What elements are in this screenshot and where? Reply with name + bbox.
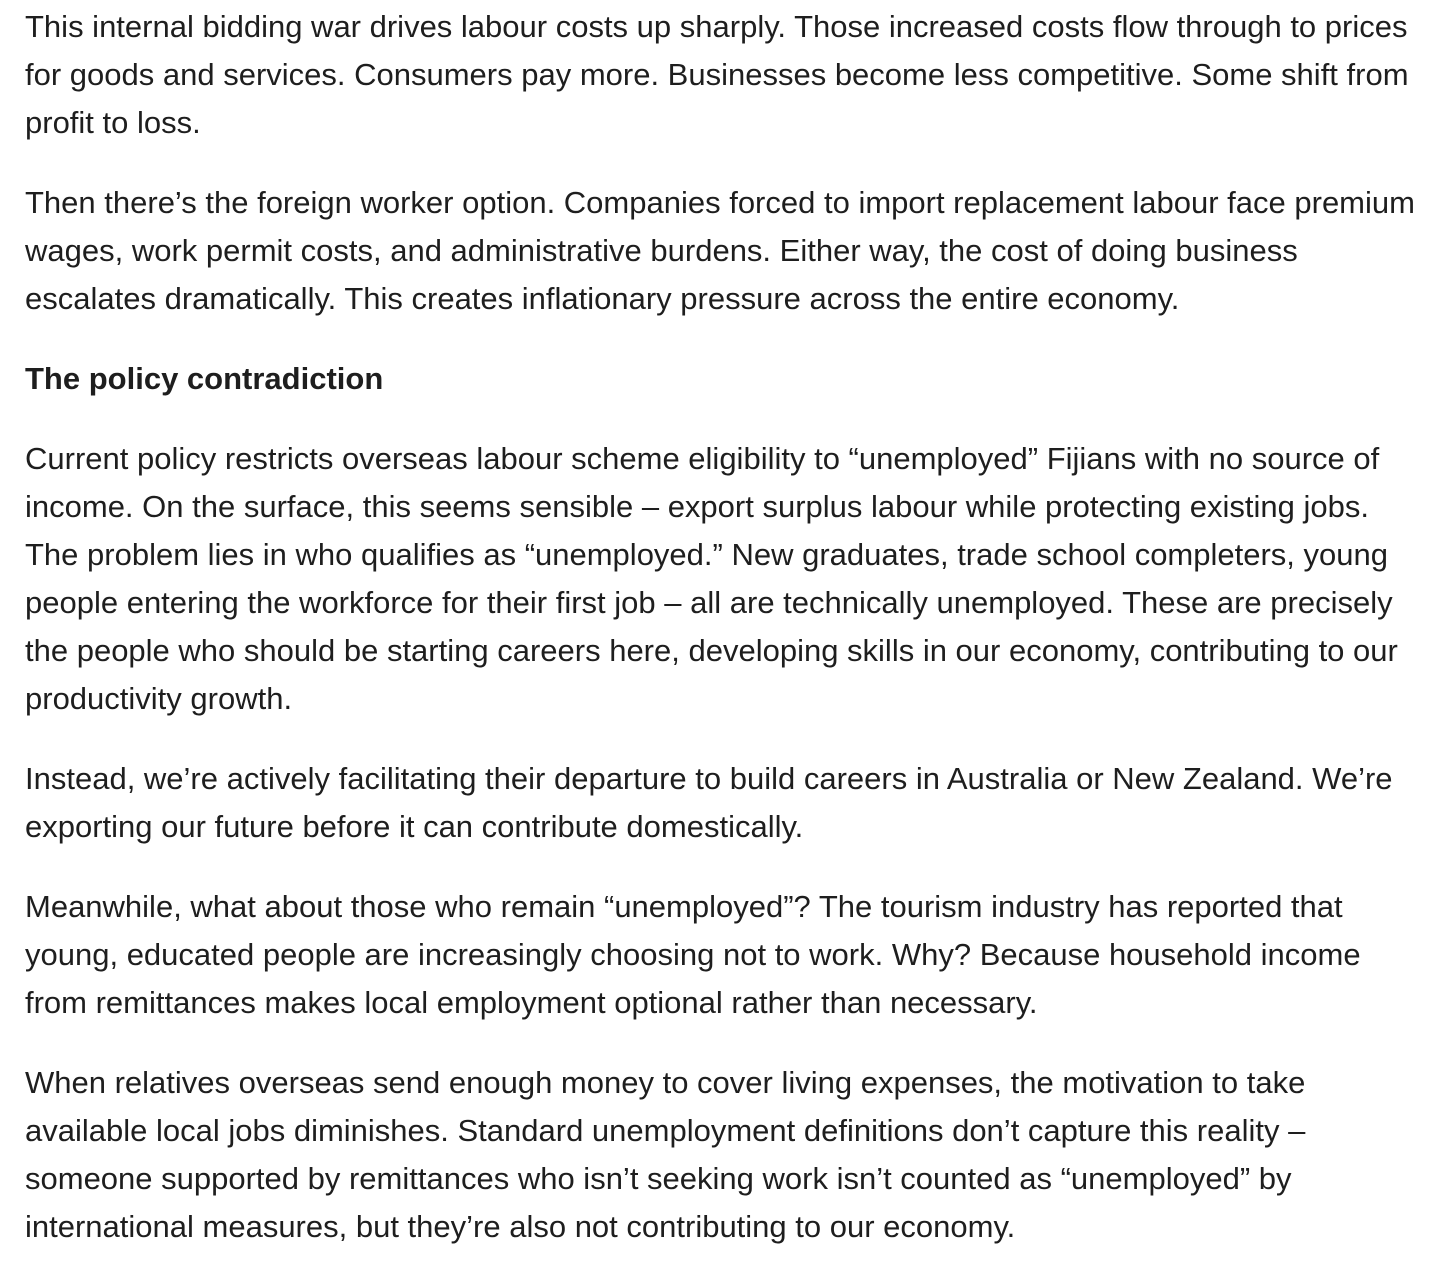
section-heading: The policy contradiction: [25, 361, 384, 396]
article-paragraph: When relatives overseas send enough money to cover living expenses, the motivation to take available local jobs diminishes. Standard unemployment definitions don’t capture this reality – someone supported by remittances who isn’t seeking work isn’t counted as “unemployed” by international measures, but they’re also not contributing to our economy.: [25, 1065, 1306, 1244]
article-body: [25, 3, 1415, 1251]
article-paragraph: Current policy restricts overseas labour scheme eligibility to “unemployed” Fijians with no source of income. On the surface, this seems sensible – export surplus labour while protecting existing jobs. The problem lies in who qualifies as “unemployed.” New graduates, trade school completers, young people entering the workforce for their first job – all are technically unemployed. These are precisely the people who should be starting careers here, developing skills in our economy, contributing to our productivity growth.: [25, 441, 1398, 716]
article-paragraph: This internal bidding war drives labour costs up sharply. Those increased costs flow through to prices for goods and services. Consumers pay more. Businesses become less competitive. Some shift from profit to loss.: [25, 9, 1409, 140]
article-paragraph: Then there’s the foreign worker option. Companies forced to import replacement labour face premium wages, work permit costs, and administrative burdens. Either way, the cost of doing business escalates dramatically. This creates inflationary pressure across the entire economy.: [25, 185, 1415, 316]
article-paragraph: Meanwhile, what about those who remain “unemployed”? The tourism industry has reported that young, educated people are increasingly choosing not to work. Why? Because household income from remittances makes local employment optional rather than necessary.: [25, 889, 1361, 1020]
article-paragraph: Instead, we’re actively facilitating their departure to build careers in Australia or New Zealand. We’re exporting our future before it can contribute domestically.: [25, 761, 1393, 844]
